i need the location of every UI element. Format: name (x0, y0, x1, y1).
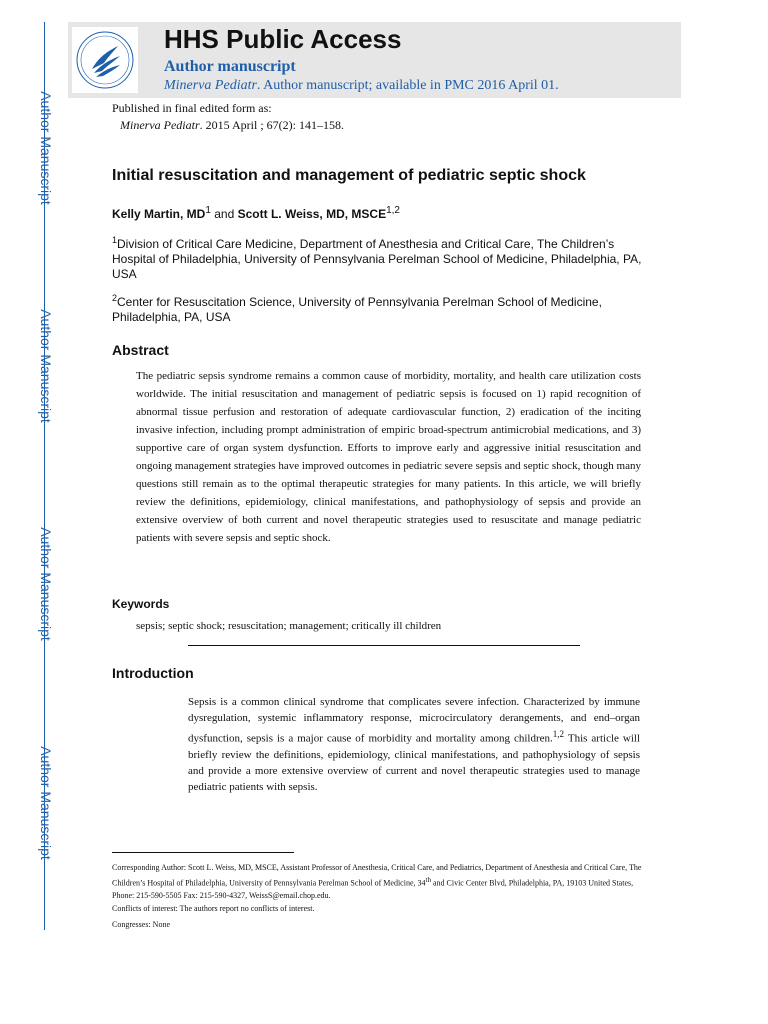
side-label: Author Manuscript (38, 91, 55, 205)
introduction-heading: Introduction (112, 665, 194, 681)
abstract-text: The pediatric sepsis syndrome remains a common cause of morbidity, mortality, and health care utilization costs worldwide. The initial resuscitation and management of pediatric sepsis is focused on 1) rapid recognition of abnormal tissue perfusion and restoration of adequate cardiovascular function, 2) eradication of the inciting invasive infection, including prompt administration of empiric broad-spectrum antimicrobial medications, and 3) supportive care of organ system dysfunction. Efforts to improve early and aggressive initial resuscitation and ongoing management strategies have improved outcomes in pediatric severe sepsis and septic shock, though many questions still remain as to the optimal therapeutic strategies for many patients. In this article, we will briefly review the definitions, epidemiology, clinical manifestations, and pathophysiology of sepsis and provide an extensive overview of both current and novel therapeutic strategies used to resuscitate and manage pediatric patients with severe sepsis and septic shock. (136, 370, 641, 544)
section-divider (188, 645, 580, 646)
conflicts-footnote: Conflicts of interest: The authors report no conflicts of interest. (112, 904, 315, 913)
abstract-heading: Abstract (112, 342, 169, 358)
keywords-text: sepsis; septic shock; resuscitation; management; critically ill children (136, 620, 442, 632)
corresponding-author-footnote: Corresponding Author: Scott L. Weiss, MD, MSCE, Assistant Professor of Anesthesia, Critical Care, and Pediatrics, Department of Anesthesia and Critical Care, The Children’s Hospital of Philadelphia, University of Pennsylvania Perelman School of Medicine, 34th and Civic Center Blvd, Philadelphia, PA, 19103 United States, Phone: 215-590-5505 Fax: 215-590-4327, WeissS@email.chop.edu. (112, 863, 642, 900)
published-label: Published in final edited form as: (112, 101, 272, 115)
keywords-heading: Keywords (112, 597, 170, 611)
header-citation: Minerva Pediatr. Author manuscript; available in PMC 2016 April 01. (164, 78, 559, 93)
side-label: Author Manuscript (38, 527, 55, 641)
introduction-text: Sepsis is a common clinical syndrome that complicates severe infection. Characterized by immune dysregulation, systemic inflammatory response, microcirculatory derangements, and end–organ dysfunction, sepsis is a major cause of morbidity and mortality among children.$^{1,2}$ This article will briefly review the definitions, epidemiology, clinical manifestations, and pathophysiology of sepsis and provide a more extensive overview of current and novel therapeutic strategies used to manage pediatric patients with sepsis. (188, 696, 641, 793)
affiliation-1: $^1$Division of Critical Care Medicine, Department of Anesthesia and Critical Care, The Children’s Hospital of Philadelphia, University of Pennsylvania Perelman School of Medicine, Philadelphia, PA, USA (112, 235, 642, 281)
side-label: Author Manuscript (38, 746, 55, 860)
author-line: Kelly Martin, $MD^1$ and Scott L. Weiss, MD, MSCE$^{1,2}$ (112, 205, 400, 221)
affiliation-2: $^2$Center for Resuscitation Science, University of Pennsylvania Perelman School of Medicine, Philadelphia, PA, USA (112, 293, 602, 324)
header-subtitle: Author manuscript (164, 58, 296, 75)
header-title: HHS Public Access (164, 24, 402, 54)
footnote-divider (112, 852, 294, 853)
hhs-logo (72, 27, 138, 93)
congresses-footnote: Congresses: None (112, 920, 170, 929)
side-label: Author Manuscript (38, 309, 55, 423)
published-citation: Minerva Pediatr. 2015 April ; 67(2): 141–158. (120, 118, 344, 132)
article-title: Initial resuscitation and management of pediatric septic shock (112, 167, 586, 184)
hhs-eagle-icon (74, 29, 136, 91)
